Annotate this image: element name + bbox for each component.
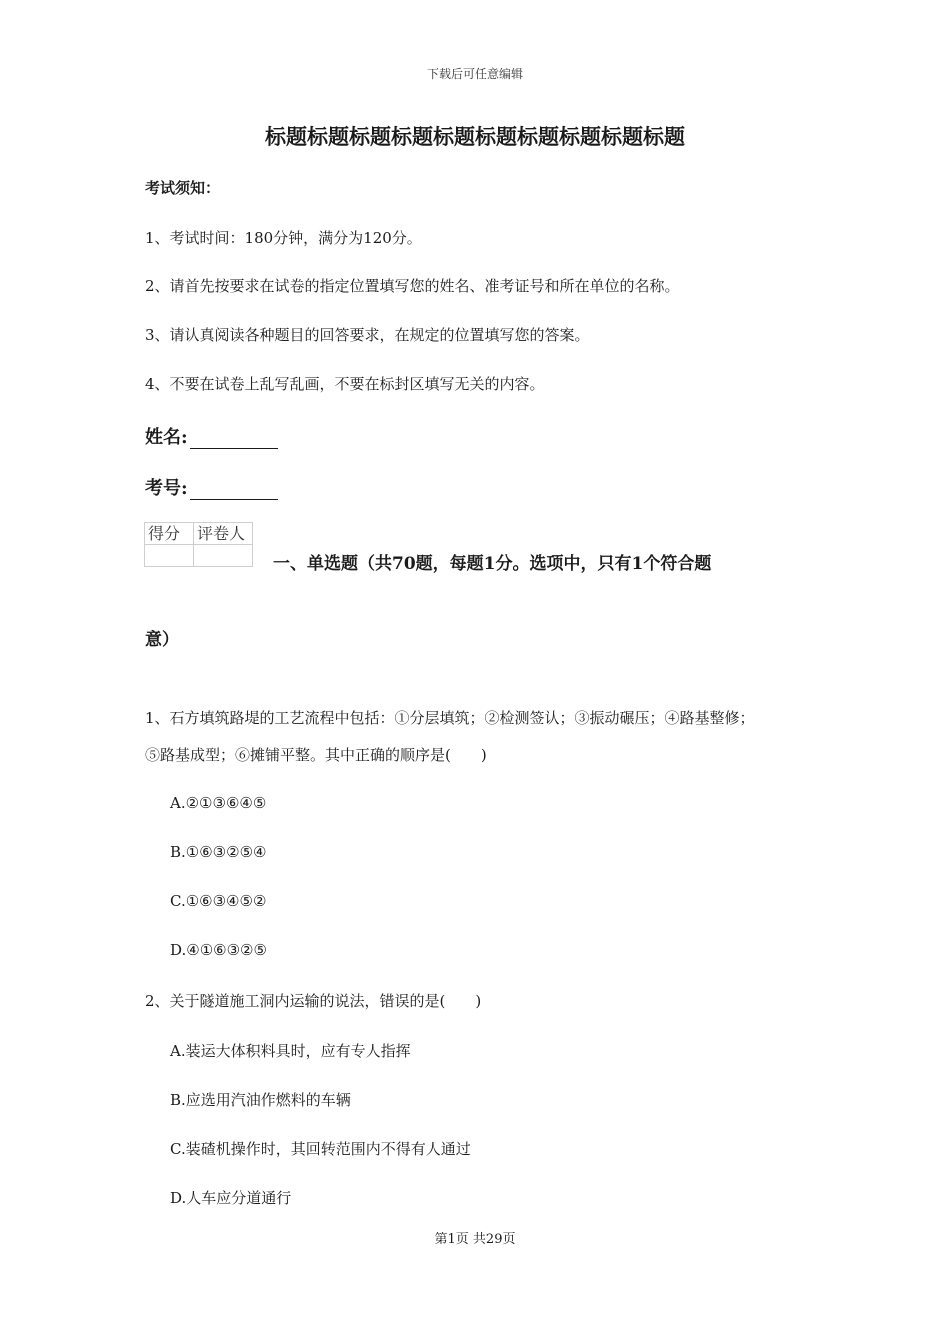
grader-header: 评卷人 <box>194 523 253 545</box>
notice-item: 2、请首先按要求在试卷的指定位置填写您的姓名、准考证号和所在单位的名称。 <box>145 277 680 295</box>
option-a: A.②①③⑥④⑤ <box>170 794 267 812</box>
notice-item: 3、请认真阅读各种题目的回答要求，在规定的位置填写您的答案。 <box>145 326 590 344</box>
option-b: B.①⑥③②⑤④ <box>170 843 267 861</box>
option-c: C.装碴机操作时，其回转范围内不得有人通过 <box>170 1140 471 1158</box>
option-b: B.应选用汽油作燃料的车辆 <box>170 1091 351 1109</box>
notice-item: 1、考试时间：180分钟，满分为120分。 <box>145 229 422 247</box>
exam-id-field <box>145 474 278 500</box>
header-note: 下载后可任意编辑 <box>426 67 523 81</box>
section-title-continued: 意） <box>145 630 179 650</box>
score-table <box>144 522 253 567</box>
option-c: C.①⑥③④⑤② <box>170 892 267 910</box>
page-number: 第1页 共29页 <box>434 1232 516 1247</box>
score-header: 得分 <box>145 523 194 545</box>
document-title: 标题标题标题标题标题标题标题标题标题标题 <box>265 124 685 149</box>
question-stem: 1、石方填筑路堤的工艺流程中包括：①分层填筑；②检测签认；③振动碾压；④路基整修； <box>145 709 755 727</box>
notice-item: 4、不要在试卷上乱写乱画，不要在标封区填写无关的内容。 <box>145 375 545 393</box>
name-field <box>145 423 278 449</box>
section-title: 一、单选题（共70题，每题1分。选项中，只有1个符合题 <box>273 554 712 574</box>
option-a: A.装运大体积料具时，应有专人指挥 <box>170 1042 411 1060</box>
notice-heading: 考试须知： <box>145 179 221 197</box>
option-d: D.④①⑥③②⑤ <box>170 941 267 959</box>
score-cell[interactable] <box>145 545 194 567</box>
name-blank[interactable] <box>190 428 278 449</box>
option-d: D.人车应分道通行 <box>170 1189 292 1207</box>
question-stem-continued: ⑤路基成型；⑥摊铺平整。其中正确的顺序是( ) <box>145 746 487 764</box>
exam-id-label: 考号: <box>145 478 188 499</box>
exam-id-blank[interactable] <box>190 479 278 500</box>
question-stem: 2、关于隧道施工洞内运输的说法，错误的是( ) <box>145 992 482 1010</box>
name-label: 姓名: <box>145 427 188 448</box>
grader-cell[interactable] <box>194 545 253 567</box>
